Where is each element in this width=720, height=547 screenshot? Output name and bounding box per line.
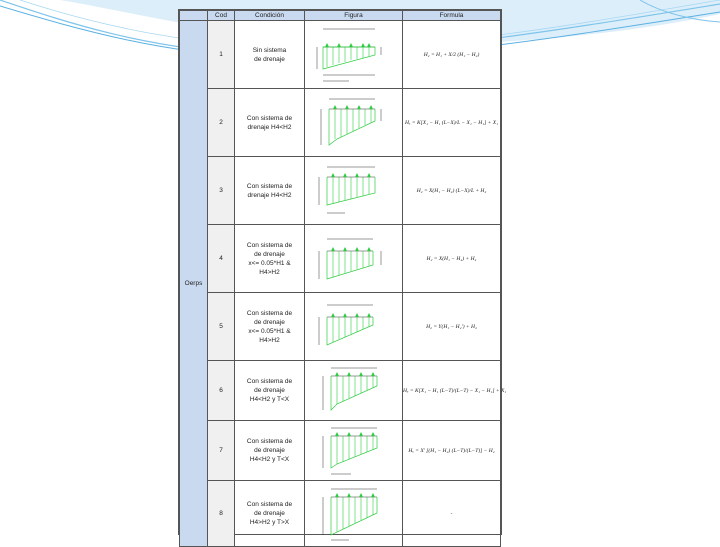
row-formula <box>403 293 501 361</box>
row-condicion: Sin sistema de drenaje <box>235 21 305 89</box>
row-formula <box>403 157 501 225</box>
row-formula <box>403 361 507 421</box>
row-cod: 5 <box>208 293 235 361</box>
row-figure <box>305 481 403 547</box>
group-label: Oerps <box>180 21 208 547</box>
formula-text: H₂ = Y(H₁ − H₂') + H₂ <box>426 324 477 330</box>
pressure-diagram-figure <box>305 485 401 543</box>
row-figure <box>305 293 403 361</box>
header-condicion: Condición <box>235 11 305 21</box>
row-cod: 2 <box>208 89 235 157</box>
pressure-diagram-figure <box>305 161 401 221</box>
formula-text: - <box>450 511 453 517</box>
row-formula <box>403 21 501 89</box>
formula-text: Hₓ = K[X₁ − H₁ (L−T)/(L−T) − X₁ − H₁] + X₁ <box>403 388 507 394</box>
formula-text: H₂ = X(H₁ − H₄) + H₄ <box>426 256 477 262</box>
row-condicion: Con sistema de de drenaje x<= 0.05*H1 & H4>H2 <box>235 293 305 361</box>
row-formula <box>403 481 501 547</box>
formula-table-document <box>178 9 507 535</box>
row-cod: 7 <box>208 421 235 481</box>
row-condicion: Con sistema de de drenaje x<= 0.05*H1 & H4>H2 <box>235 225 305 293</box>
formula-text: H₂ = X(H₁ − H₂) (L−X)/L + H₂ <box>416 188 487 194</box>
row-figure <box>305 421 403 481</box>
formula-text: Hₓ = X' [(H₁ − H₂) (L−T)/(L−T)] − H₂ <box>408 448 495 454</box>
row-formula <box>403 225 501 293</box>
formula-text: Hₓ = K[X₁ − H₁ (L−X)/L − X₁ − H₁] + X₁ <box>404 120 499 126</box>
row-condicion: Con sistema de de drenaje H4>H2 y T>X <box>235 481 305 547</box>
formula-text: H₂ = H₁ + X/2 (H₁ − H₂) <box>423 52 480 58</box>
row-condicion: Con sistema de drenaje H4<H2 <box>235 89 305 157</box>
row-figure <box>305 89 403 157</box>
pressure-diagram-figure <box>305 93 401 153</box>
header-figura: Figura <box>305 11 403 21</box>
row-figure <box>305 361 403 421</box>
row-condicion: Con sistema de de drenaje H4<H2 y T<X <box>235 361 305 421</box>
row-cod: 4 <box>208 225 235 293</box>
pressure-diagram-figure <box>305 229 401 289</box>
header-blank <box>180 11 208 21</box>
formula-table <box>179 10 507 547</box>
row-formula <box>403 89 501 157</box>
row-condicion: Con sistema de drenaje H4<H2 <box>235 157 305 225</box>
row-cod: 6 <box>208 361 235 421</box>
row-condicion: Con sistema de de drenaje H4<H2 y T<X <box>235 421 305 481</box>
row-figure <box>305 225 403 293</box>
pressure-diagram-figure <box>305 364 401 418</box>
row-figure <box>305 157 403 225</box>
header-cod: Cod <box>208 11 235 21</box>
row-cod: 1 <box>208 21 235 89</box>
pressure-diagram-figure <box>305 25 401 85</box>
header-formula: Formula <box>403 11 501 21</box>
row-figure <box>305 21 403 89</box>
pressure-diagram-figure <box>305 424 401 478</box>
row-cod: 3 <box>208 157 235 225</box>
row-cod: 8 <box>208 481 235 547</box>
pressure-diagram-figure <box>305 297 401 357</box>
row-formula <box>403 421 501 481</box>
